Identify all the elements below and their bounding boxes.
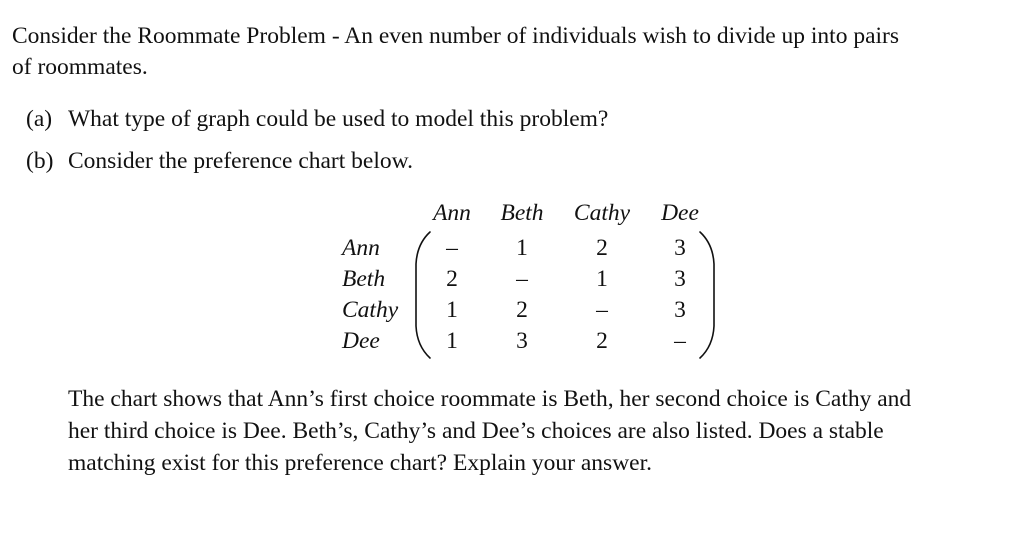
matrix-cell: 1 <box>596 266 608 292</box>
explanation-line-1: The chart shows that Ann’s first choice roommate is Beth, her second choice is Cathy and <box>68 386 912 412</box>
matrix-cell: 3 <box>674 297 686 323</box>
matrix-cell: 2 <box>596 328 608 354</box>
question-b-text: Consider the preference chart below. <box>68 148 413 174</box>
matrix-cell: 2 <box>516 297 528 323</box>
column-header-beth: Beth <box>500 200 544 226</box>
column-header-dee: Dee <box>661 200 699 226</box>
intro-line-1: Consider the Roommate Problem - An even number of individuals wish to divide up into pairs <box>12 23 900 49</box>
matrix-cell: 1 <box>516 235 528 261</box>
row-label-cathy: Cathy <box>342 297 399 323</box>
question-a-text: What type of graph could be used to model this problem? <box>68 106 609 132</box>
row-label-dee: Dee <box>342 328 380 354</box>
matrix-cell: – <box>596 297 608 323</box>
question-a-marker: (a) <box>26 106 53 132</box>
matrix-cell: – <box>446 235 458 261</box>
explanation-line-3: matching exist for this preference chart? Explain your answer. <box>68 450 653 476</box>
right-parenthesis <box>696 230 718 360</box>
matrix-cell: – <box>674 328 686 354</box>
matrix-cell: 3 <box>516 328 528 354</box>
matrix-cell: – <box>516 266 528 292</box>
column-header-cathy: Cathy <box>573 200 631 226</box>
explanation-line-2: her third choice is Dee. Beth’s, Cathy’s and Dee’s choices are also listed. Does a stable <box>68 418 884 444</box>
row-label-beth: Beth <box>342 266 386 292</box>
matrix-cell: 2 <box>596 235 608 261</box>
row-label-ann: Ann <box>342 235 380 261</box>
left-parenthesis <box>412 230 434 360</box>
matrix-cell: 1 <box>446 328 458 354</box>
question-b-marker: (b) <box>26 148 54 174</box>
matrix-cell: 1 <box>446 297 458 323</box>
matrix-cell: 2 <box>446 266 458 292</box>
matrix-cell: 3 <box>674 266 686 292</box>
column-header-ann: Ann <box>433 200 471 226</box>
matrix-cell: 3 <box>674 235 686 261</box>
intro-line-2: of roommates. <box>12 54 148 80</box>
